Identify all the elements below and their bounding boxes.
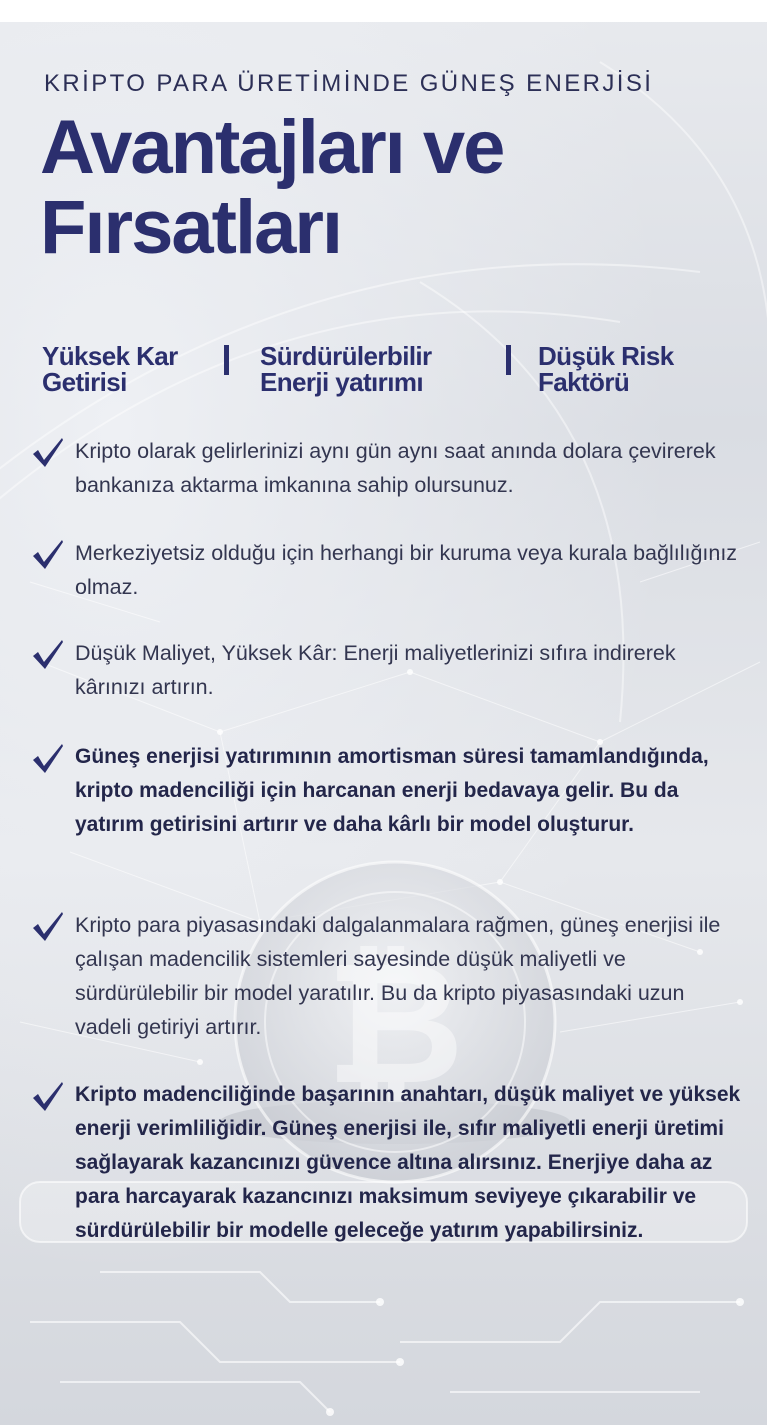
feature-divider — [506, 345, 511, 375]
page-title — [40, 105, 740, 270]
checkmark-icon — [30, 740, 66, 776]
feature-label: Düşük Risk — [538, 341, 674, 371]
feature-divider — [224, 345, 229, 375]
checkmark-icon — [30, 1078, 66, 1114]
checkmark-icon — [30, 434, 66, 470]
kicker-subtitle: KRİPTO PARA ÜRETİMİNDE GÜNEŞ ENERJİSİ — [44, 70, 654, 97]
feature-high-profit — [42, 343, 178, 395]
feature-label: Sürdürülerbilir — [260, 341, 432, 371]
feature-low-risk — [538, 343, 674, 395]
checkmark-icon — [30, 636, 66, 672]
item-text: Düşük Maliyet, Yüksek Kâr: Enerji maliyetlerinizi sıfıra indirerek kârınızı artırın. — [75, 641, 676, 699]
item-text: Merkeziyetsiz olduğu için herhangi bir kuruma veya kurala bağlılığınız olmaz. — [75, 541, 738, 599]
title-line-1: Avantajları ve — [40, 105, 504, 190]
feature-label: Getirisi — [42, 367, 127, 397]
checkmark-icon — [30, 908, 66, 944]
feature-sustainable-investment — [260, 343, 432, 395]
item-text: Kripto para piyasasındaki dalgalanmalara rağmen, güneş enerjisi ile çalışan madencilik sistemleri sayesinde düşük maliyetli ve sürdürülebilir bir model yaratılır. Bu da kripto piyasasındaki uzun vadeli getiriyi artırır. — [75, 913, 721, 1039]
item-text: Kripto madenciliğinde başarının anahtarı, düşük maliyet ve yüksek enerji verimliliğidir. Güneş enerjisi ile, sıfır maliyetli enerji üretimi sağlayarak kazancınızı güvence altına alırsınız. Enerjiye daha az para harcayarak kazancınızı maksimum seviyeye çıkarabilir ve sürdürülebilir bir modelle geleceğe yatırım yapabilirsiniz. — [75, 1083, 741, 1242]
feature-label: Enerji yatırımı — [260, 367, 423, 397]
feature-label: Yüksek Kar — [42, 341, 178, 371]
checkmark-icon — [30, 536, 66, 572]
svg-text:₿: ₿ — [325, 929, 465, 1119]
item-text: Kripto olarak gelirlerinizi aynı gün aynı saat anında dolara çevirerek bankanıza aktarma imkanına sahip olursunuz. — [75, 439, 716, 497]
feature-highlights — [42, 343, 742, 399]
title-line-2: Fırsatları — [40, 185, 342, 270]
feature-label: Faktörü — [538, 367, 630, 397]
item-text: Güneş enerjisi yatırımının amortisman süresi tamamlandığında, kripto madenciliği için harcanan enerji bedavaya gelir. Bu da yatırım getirisini artırır ve daha kârlı bir model oluşturur. — [75, 745, 709, 836]
